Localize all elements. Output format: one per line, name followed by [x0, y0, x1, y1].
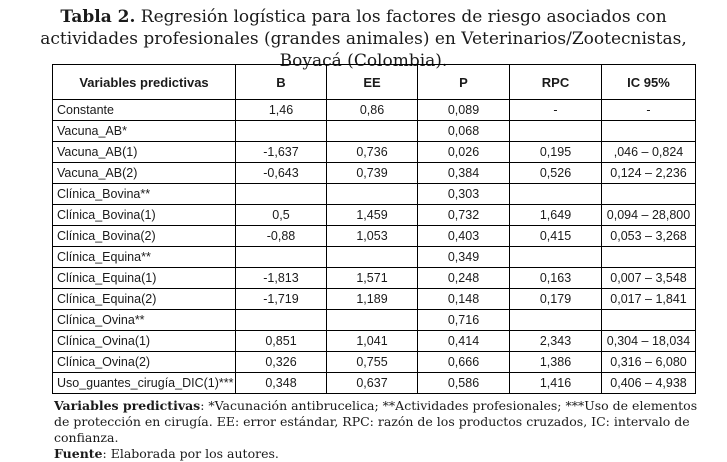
table-row [53, 100, 696, 121]
variable-cell: Clínica_Equina(2) [53, 289, 236, 310]
value-cell: - [602, 100, 696, 121]
table-caption [20, 6, 707, 72]
value-cell: 2,343 [510, 331, 602, 352]
column-header: EE [327, 65, 418, 100]
variable-cell: Clínica_Equina(1) [53, 268, 236, 289]
column-header: IC 95% [602, 65, 696, 100]
value-cell [327, 310, 418, 331]
variable-cell: Clínica_Bovina(1) [53, 205, 236, 226]
variable-cell: Uso_guantes_cirugía_DIC(1)*** [53, 373, 236, 394]
value-cell: 0,195 [510, 142, 602, 163]
table-row [53, 163, 696, 184]
value-cell: 0,349 [418, 247, 510, 268]
value-cell: 1,571 [327, 268, 418, 289]
variable-cell: Vacuna_AB(1) [53, 142, 236, 163]
value-cell [510, 247, 602, 268]
value-cell: 0,124 – 2,236 [602, 163, 696, 184]
table-row [53, 352, 696, 373]
value-cell: 0,739 [327, 163, 418, 184]
value-cell: 0,406 – 4,938 [602, 373, 696, 394]
variables-note-text: : *Vacunación antibrucelica; **Actividades profesionales; ***Uso de elementos de protección en cirugía. EE: error estándar, RPC: razón de los productos cruzados, IC: intervalo de confianza. [54, 398, 698, 445]
value-cell: 0,716 [418, 310, 510, 331]
regression-table [52, 64, 696, 394]
value-cell: 1,041 [327, 331, 418, 352]
variable-cell: Clínica_Equina** [53, 247, 236, 268]
table-row [53, 226, 696, 247]
value-cell: -0,88 [236, 226, 327, 247]
table-row [53, 268, 696, 289]
value-cell: 0,068 [418, 121, 510, 142]
value-cell: 0,5 [236, 205, 327, 226]
table-row [53, 331, 696, 352]
variable-cell: Clínica_Bovina** [53, 184, 236, 205]
value-cell: 0,86 [327, 100, 418, 121]
value-cell: -1,637 [236, 142, 327, 163]
value-cell: - [510, 100, 602, 121]
value-cell [327, 184, 418, 205]
value-cell: 0,304 – 18,034 [602, 331, 696, 352]
value-cell: 0,007 – 3,548 [602, 268, 696, 289]
value-cell: 0,755 [327, 352, 418, 373]
table-row [53, 142, 696, 163]
value-cell [602, 121, 696, 142]
value-cell: -1,719 [236, 289, 327, 310]
variable-cell: Clínica_Ovina(2) [53, 352, 236, 373]
value-cell: 0,414 [418, 331, 510, 352]
value-cell: 0,094 – 28,800 [602, 205, 696, 226]
column-header: RPC [510, 65, 602, 100]
value-cell: 0,163 [510, 268, 602, 289]
value-cell: 0,666 [418, 352, 510, 373]
table-row [53, 121, 696, 142]
table-notes [54, 398, 699, 462]
caption-text: Regresión logística para los factores de riesgo asociados con actividades profesionales (grandes animales) en Veterinarios/Zootecnistas, Boyacá (Colombia). [40, 7, 687, 71]
variable-cell: Vacuna_AB(2) [53, 163, 236, 184]
value-cell [236, 184, 327, 205]
value-cell: 0,326 [236, 352, 327, 373]
table-row [53, 373, 696, 394]
column-header: P [418, 65, 510, 100]
value-cell: 0,384 [418, 163, 510, 184]
value-cell: 1,053 [327, 226, 418, 247]
value-cell: 0,179 [510, 289, 602, 310]
table-row [53, 205, 696, 226]
value-cell: 0,148 [418, 289, 510, 310]
value-cell: 0,586 [418, 373, 510, 394]
source-note-text: : Elaborada por los autores. [102, 446, 279, 461]
value-cell: 1,46 [236, 100, 327, 121]
variable-cell: Clínica_Ovina** [53, 310, 236, 331]
value-cell: 0,053 – 3,268 [602, 226, 696, 247]
value-cell: 0,303 [418, 184, 510, 205]
value-cell [510, 121, 602, 142]
table-row [53, 310, 696, 331]
value-cell: 0,348 [236, 373, 327, 394]
caption-label: Tabla 2. [60, 7, 136, 27]
value-cell [510, 184, 602, 205]
value-cell: -0,643 [236, 163, 327, 184]
value-cell: 1,459 [327, 205, 418, 226]
value-cell: 0,637 [327, 373, 418, 394]
table-row [53, 289, 696, 310]
table-row [53, 184, 696, 205]
value-cell [236, 247, 327, 268]
value-cell: 1,189 [327, 289, 418, 310]
value-cell: 1,649 [510, 205, 602, 226]
table-header-row [53, 65, 696, 100]
value-cell [236, 121, 327, 142]
variables-note-label: Variables predictivas [54, 398, 201, 413]
table-body [53, 100, 696, 394]
value-cell [602, 184, 696, 205]
table-row [53, 247, 696, 268]
column-header: Variables predictivas [53, 65, 236, 100]
value-cell [327, 247, 418, 268]
variable-cell: Constante [53, 100, 236, 121]
value-cell [510, 310, 602, 331]
value-cell [327, 121, 418, 142]
value-cell: 1,416 [510, 373, 602, 394]
value-cell [602, 310, 696, 331]
value-cell [236, 310, 327, 331]
column-header: B [236, 65, 327, 100]
value-cell: 0,017 – 1,841 [602, 289, 696, 310]
variable-cell: Vacuna_AB* [53, 121, 236, 142]
value-cell: 1,386 [510, 352, 602, 373]
value-cell: 0,732 [418, 205, 510, 226]
variable-cell: Clínica_Ovina(1) [53, 331, 236, 352]
value-cell: 0,403 [418, 226, 510, 247]
value-cell: 0,248 [418, 268, 510, 289]
source-note-label: Fuente [54, 446, 103, 461]
source-note [54, 446, 699, 462]
variable-cell: Clínica_Bovina(2) [53, 226, 236, 247]
variables-note [54, 398, 699, 446]
value-cell: ,046 – 0,824 [602, 142, 696, 163]
value-cell: 0,415 [510, 226, 602, 247]
value-cell: -1,813 [236, 268, 327, 289]
value-cell: 0,736 [327, 142, 418, 163]
value-cell: 0,526 [510, 163, 602, 184]
value-cell: 0,316 – 6,080 [602, 352, 696, 373]
value-cell: 0,851 [236, 331, 327, 352]
value-cell: 0,026 [418, 142, 510, 163]
value-cell [602, 247, 696, 268]
value-cell: 0,089 [418, 100, 510, 121]
